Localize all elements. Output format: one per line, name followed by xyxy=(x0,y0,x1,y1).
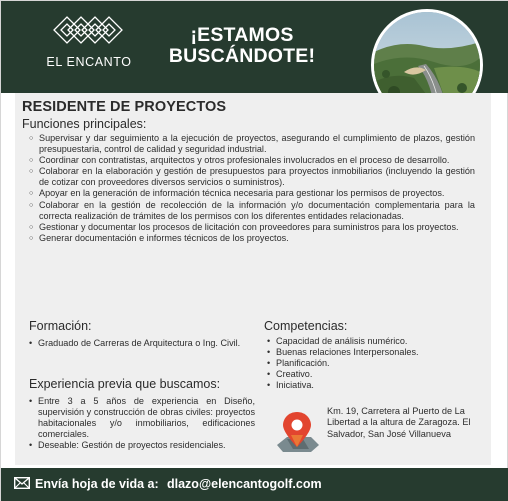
address-text: Km. 19, Carretera al Puerto de La Libertad a la altura de Zaragoza. El Salvador, San José Villanueva xyxy=(327,406,471,439)
competency-item: • Buenas relaciones Interpersonales. xyxy=(267,347,467,358)
competency-item: • Capacidad de análisis numérico. xyxy=(267,336,467,347)
experience-item: • Deseable: Gestión de proyectos residenciales. xyxy=(29,440,255,451)
function-item: ○ Colaborar en la gestión de recolección de la información y/o documentación complementaria para la correcta realización de trámites de los permisos con los diferentes entidades relacionadas. xyxy=(29,200,475,222)
competency-item: • Creativo. xyxy=(267,369,467,380)
experience-item: • Entre 3 a 5 años de experiencia en Diseño, supervisión y construcción de obras civiles: proyectos habitacionales y/o inmobiliarios, edificaciones comerciales. xyxy=(29,396,255,440)
competencies-heading: Competencias: xyxy=(264,319,348,333)
formation-heading: Formación: xyxy=(29,319,92,333)
competencies-list xyxy=(267,336,467,391)
map-pin-icon xyxy=(273,411,321,453)
competency-item: • Iniciativa. xyxy=(267,380,467,391)
function-item: ○ Colaborar en la elaboración y gestión de presupuestos para proyectos inmobiliarios (incluyendo la gestión de cotizar con proveedores diversos servicios o suministros). xyxy=(29,166,475,188)
diamond-lattice-logo-icon xyxy=(52,15,126,45)
mail-icon xyxy=(14,477,30,489)
competency-item: • Planificación. xyxy=(267,358,467,369)
experience-list xyxy=(29,396,255,451)
brand-name: EL ENCANTO xyxy=(46,55,132,69)
footer-bar xyxy=(1,468,508,501)
location xyxy=(273,411,321,453)
formation-list xyxy=(29,338,241,349)
formation-item: • Graduado de Carreras de Arquitectura o Ing. Civil. xyxy=(29,338,241,349)
headline xyxy=(161,25,323,67)
function-item: ○ Supervisar y dar seguimiento a la ejecución de proyectos, asegurando el cumplimiento de plazos, gestión presupuestaria, control de calidad y seguridad industrial. xyxy=(29,133,475,155)
function-item: ○ Gestionar y documentar los procesos de licitación con proveedores para suministros para los proyectos. xyxy=(29,222,475,233)
function-item: ○ Apoyar en la generación de información técnica necesaria para gestionar los permisos de proyectos. xyxy=(29,188,475,199)
functions-heading: Funciones principales: xyxy=(22,117,147,131)
function-item: ○ Generar documentación e informes técnicos de los proyectos. xyxy=(29,233,475,244)
contact-email-link[interactable]: dlazo@elencantogolf.com xyxy=(167,477,322,491)
brand-logo xyxy=(41,15,137,69)
headline-line-2: BUSCÁNDOTE! xyxy=(168,45,316,67)
headline-line-1: ¡ESTAMOS xyxy=(190,24,294,46)
experience-heading: Experiencia previa que buscamos: xyxy=(29,377,221,391)
job-title: RESIDENTE DE PROYECTOS xyxy=(22,99,227,115)
function-item: ○ Coordinar con contratistas, arquitectos y otros profesionales involucrados en el proceso de desarrollo. xyxy=(29,155,475,166)
send-cv-label: Envía hoja de vida a: xyxy=(35,477,159,491)
functions-list xyxy=(29,133,475,244)
